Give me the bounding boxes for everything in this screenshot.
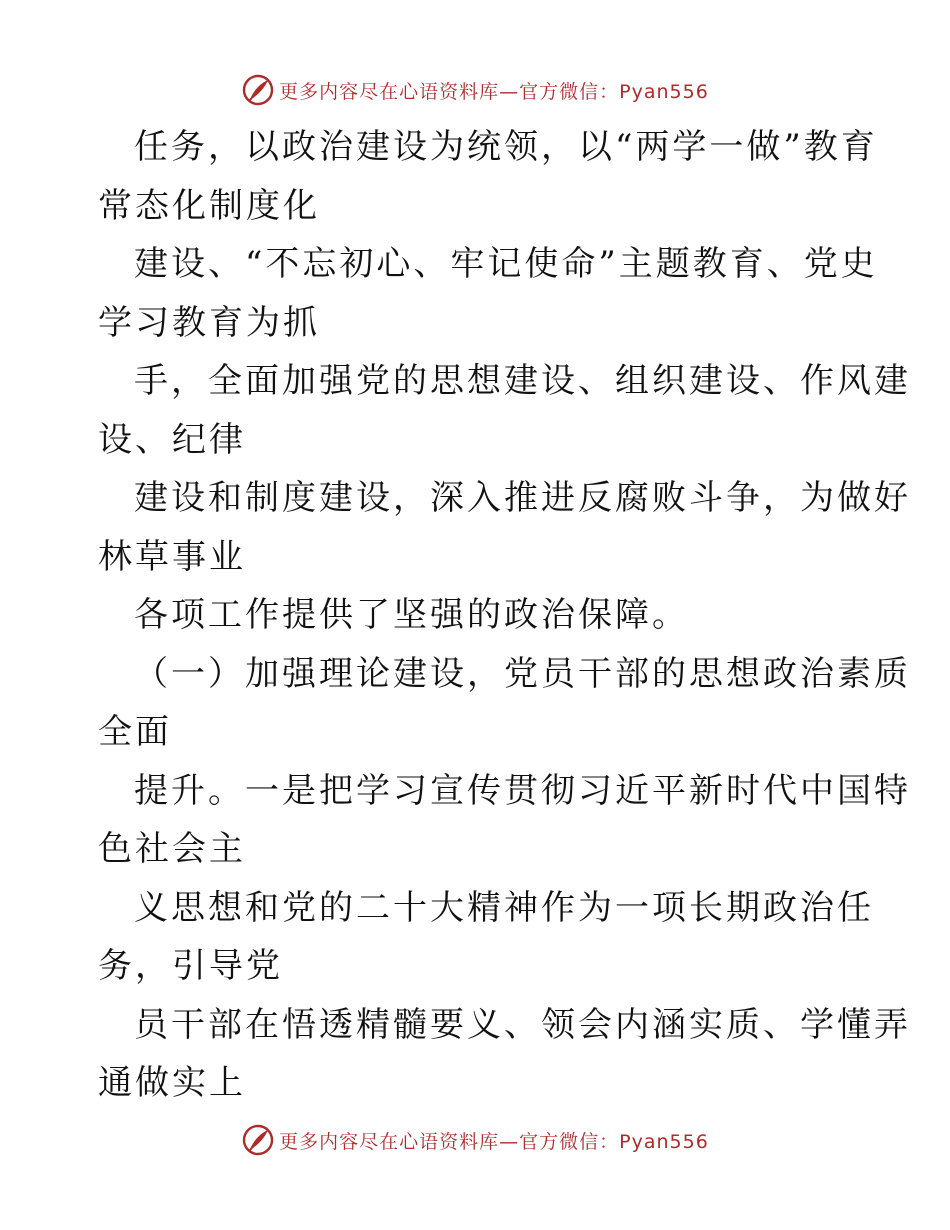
watermark-header (0, 70, 950, 110)
paragraph-line: 林草事业 (98, 536, 246, 577)
quill-pen-logo-icon (241, 73, 275, 107)
paragraph-line: 义思想和党的二十大精神作为一项长期政治任 (134, 887, 874, 928)
paragraph-line: 色社会主 (98, 829, 246, 869)
paragraph-line: 建设、“不忘初心、牢记使命”主题教育、党史 (134, 244, 878, 284)
paragraph-line: 学习教育为抓 (98, 302, 320, 343)
paragraph-line: 任务，以政治建设为统领，以“两学一做”教育 (134, 127, 878, 167)
paragraph-line: 各项工作提供了坚强的政治保障。 (134, 595, 689, 635)
paragraph-line: 设、纪律 (98, 419, 246, 460)
watermark-footer (0, 1120, 950, 1160)
quill-pen-logo-icon (241, 1123, 275, 1157)
section-heading-line: （一）加强理论建设，党员干部的思想政治素质 (134, 653, 911, 694)
watermark-text: 更多内容尽在心语资料库—官方微信：Pyan556 (279, 1130, 709, 1153)
paragraph-line: 务，引导党 (98, 946, 283, 986)
paragraph-line: 员干部在悟透精髓要义、领会内涵实质、学懂弄 (134, 1004, 911, 1045)
watermark-text: 更多内容尽在心语资料库—官方微信：Pyan556 (279, 80, 709, 103)
paragraph-line: 建设和制度建设，深入推进反腐败斗争，为做好 (134, 478, 911, 518)
document-body (98, 118, 911, 1113)
paragraph-line: 提升。一是把学习宣传贯彻习近平新时代中国特 (134, 770, 911, 811)
paragraph-line: 手，全面加强党的思想建设、组织建设、作风建 (134, 361, 911, 401)
section-heading-line: 全面 (98, 712, 172, 752)
paragraph-line: 通做实上 (98, 1063, 246, 1103)
paragraph-line: 常态化制度化 (98, 185, 320, 226)
